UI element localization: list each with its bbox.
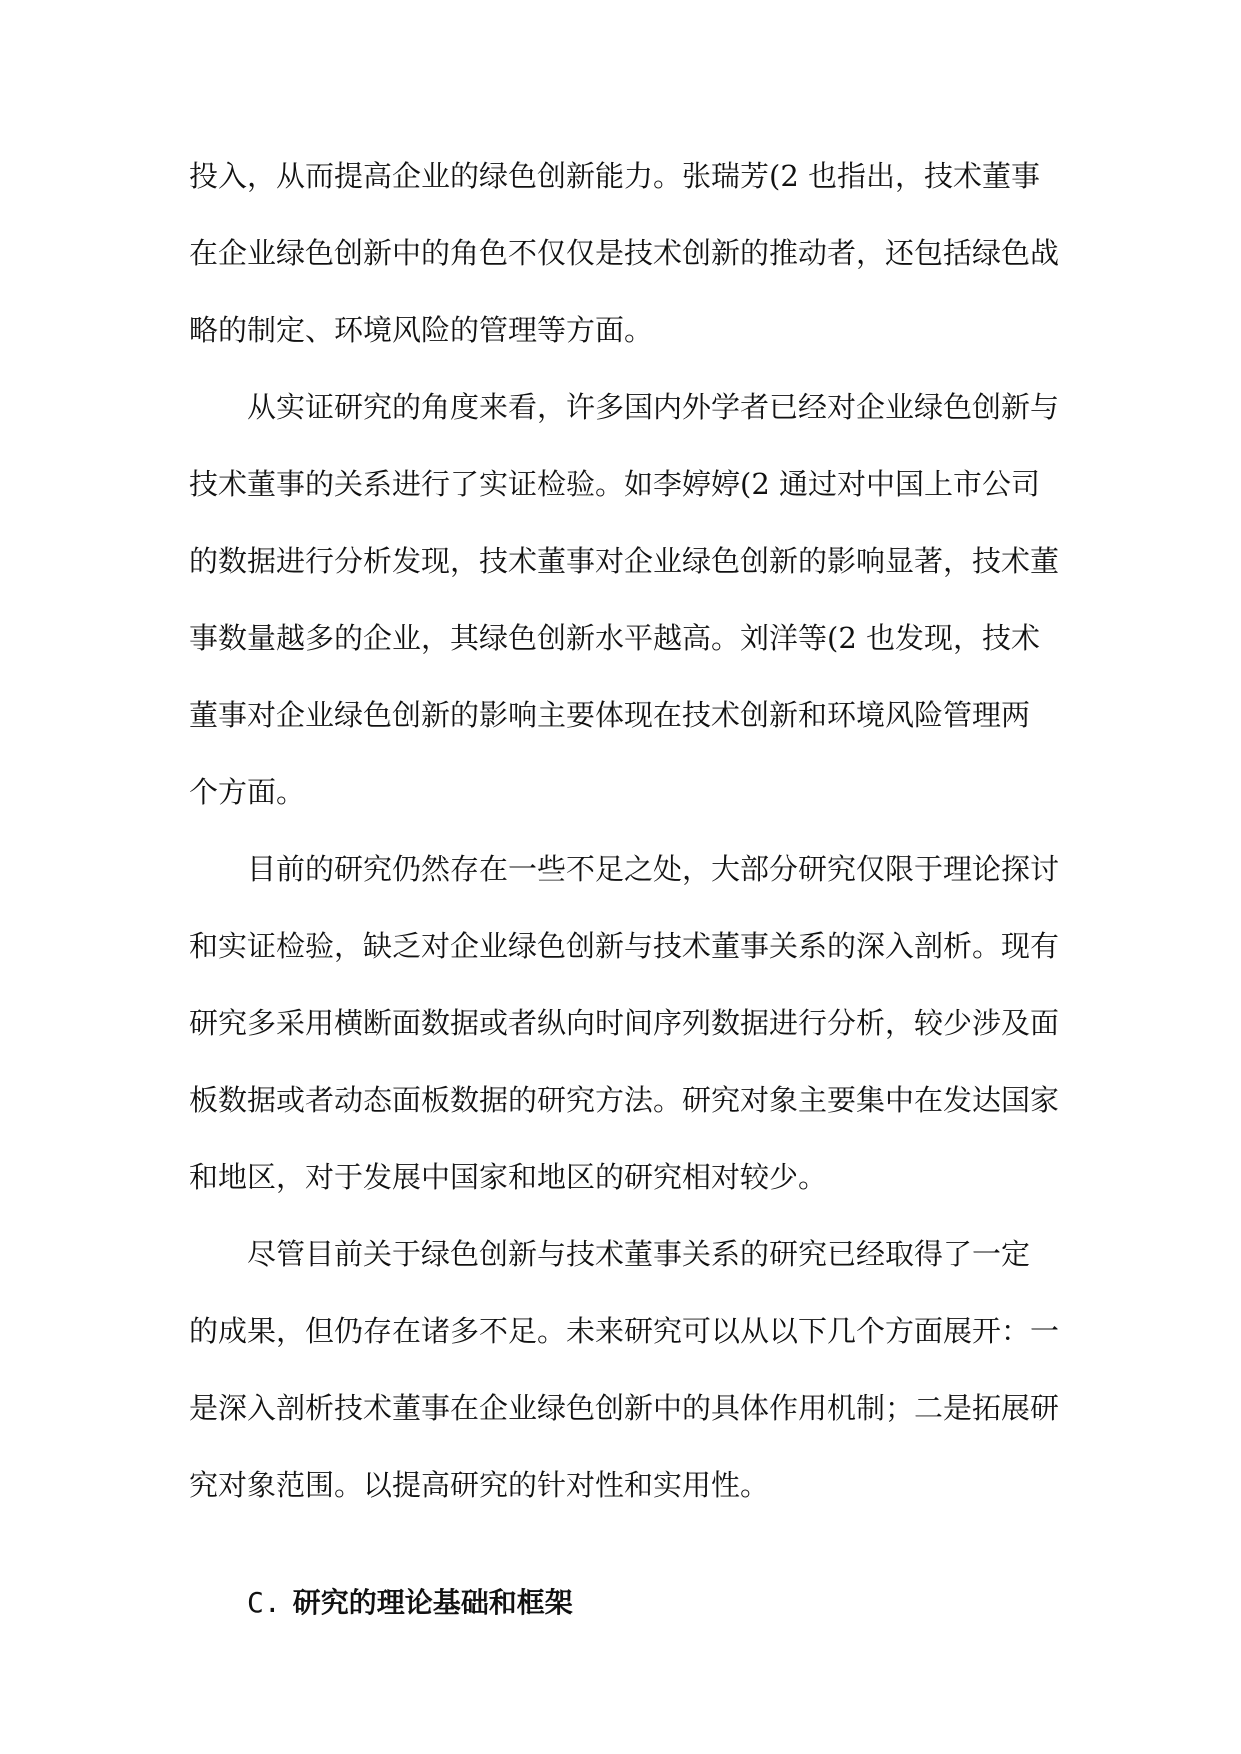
paragraph-line: 个方面。 — [189, 775, 306, 809]
paragraph-line: 目前的研究仍然存在一些不足之处，大部分研究仅限于理论探讨 — [247, 852, 1059, 886]
paragraph-4 — [189, 1216, 1059, 1524]
body-text — [189, 138, 1059, 1641]
paragraph-line: 和实证检验，缺乏对企业绿色创新与技术董事关系的深入剖析。现有 — [189, 929, 1059, 963]
paragraph-line: 事数量越多的企业，其绿色创新水平越高。刘洋等(2 也发现，技术 — [189, 621, 1040, 655]
paragraph-line: 略的制定、环境风险的管理等方面。 — [189, 313, 654, 347]
section-number: C. — [247, 1586, 281, 1619]
paragraph-2 — [189, 369, 1059, 831]
paragraph-line: 技术董事的关系进行了实证检验。如李婷婷(2 通过对中国上市公司 — [189, 467, 1040, 501]
paragraph-line: 的成果，但仍存在诸多不足。未来研究可以从以下几个方面展开：一 — [189, 1314, 1059, 1348]
section-spacer — [189, 1524, 1059, 1564]
paragraph-line: 尽管目前关于绿色创新与技术董事关系的研究已经取得了一定 — [247, 1237, 1031, 1271]
paragraph-line: 从实证研究的角度来看，许多国内外学者已经对企业绿色创新与 — [247, 390, 1059, 424]
paragraph-line: 研究多采用横断面数据或者纵向时间序列数据进行分析，较少涉及面 — [189, 1006, 1059, 1040]
paragraph-line: 在企业绿色创新中的角色不仅仅是技术创新的推动者，还包括绿色战 — [189, 236, 1059, 270]
paragraph-line: 究对象范围。以提高研究的针对性和实用性。 — [189, 1468, 770, 1502]
paragraph-line: 投入，从而提高企业的绿色创新能力。张瑞芳(2 也指出，技术董事 — [189, 159, 1040, 193]
paragraph-line: 和地区，对于发展中国家和地区的研究相对较少。 — [189, 1160, 828, 1194]
paragraph-3 — [189, 831, 1059, 1216]
paragraph-1 — [189, 138, 1059, 369]
section-title: 研究的理论基础和框架 — [292, 1586, 573, 1619]
paragraph-line: 的数据进行分析发现，技术董事对企业绿色创新的影响显著，技术董 — [189, 544, 1059, 578]
paragraph-line: 是深入剖析技术董事在企业绿色创新中的具体作用机制；二是拓展研 — [189, 1391, 1059, 1425]
section-heading — [189, 1564, 1059, 1641]
paragraph-line: 板数据或者动态面板数据的研究方法。研究对象主要集中在发达国家 — [189, 1083, 1059, 1117]
paragraph-line: 董事对企业绿色创新的影响主要体现在技术创新和环境风险管理两 — [189, 698, 1031, 732]
